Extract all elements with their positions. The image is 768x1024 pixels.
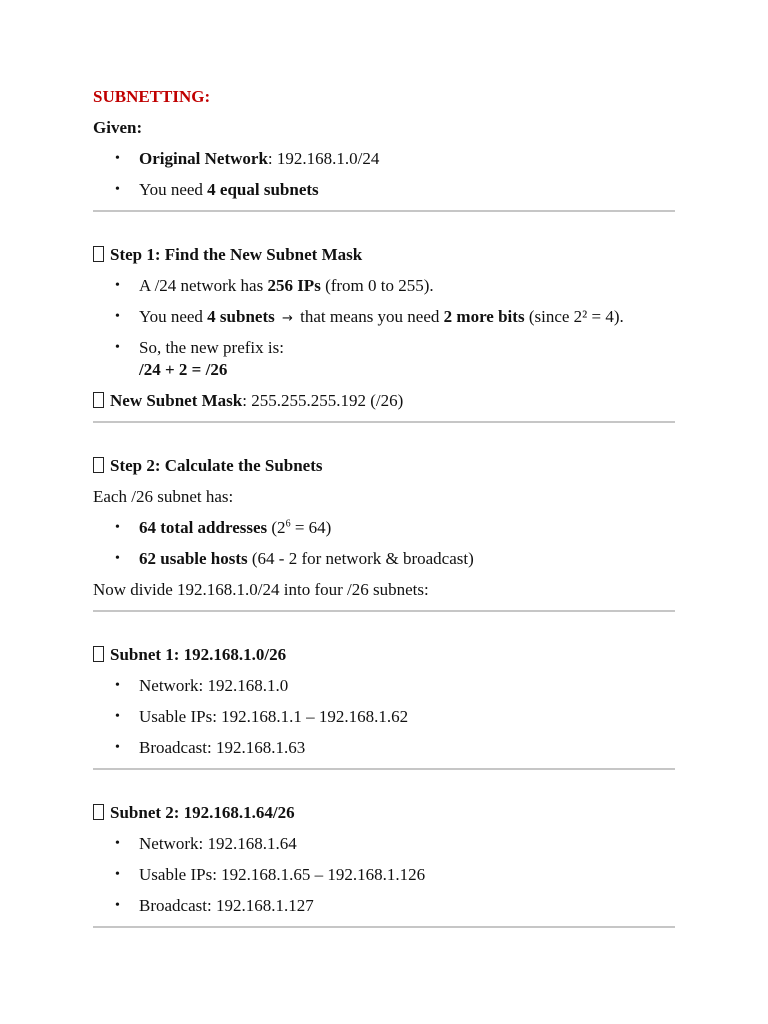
- list-item: • Network: 192.168.1.64: [93, 833, 675, 864]
- divider: [93, 610, 675, 616]
- step1-item3-line2: /24 + 2 = /26: [139, 360, 228, 379]
- step1-heading-text: Step 1: Find the New Subnet Mask: [110, 245, 363, 264]
- list-item: [93, 148, 675, 179]
- mask-label: New Subnet Mask: [110, 391, 243, 410]
- original-network-value: : 192.168.1.0/24: [267, 149, 380, 168]
- step2-item1-bold: 64 total addresses: [139, 518, 268, 537]
- step1-item2-post: (since 2² = 4).: [524, 307, 624, 326]
- list-item: • Broadcast: 192.168.1.63: [93, 737, 675, 768]
- list-item: • Broadcast: 192.168.1.127: [93, 895, 675, 926]
- new-subnet-mask: [93, 390, 675, 421]
- given-list: [93, 148, 675, 210]
- step1-item2-pre: You need: [139, 307, 208, 326]
- list-item: [93, 179, 675, 210]
- step1-item3-line1: • So, the new prefix is:: [139, 338, 284, 357]
- list-item: • Network: 192.168.1.0: [93, 675, 675, 706]
- box-icon: [93, 646, 104, 662]
- document-body: [93, 86, 675, 932]
- step1-item1-pre: A /24 network has: [139, 276, 268, 295]
- step1-item2-bold2: 2 more bits: [443, 307, 525, 326]
- box-icon: [93, 804, 104, 820]
- step1-heading: [93, 244, 675, 275]
- step2-heading-text: Step 2: Calculate the Subnets: [110, 456, 323, 475]
- document-title: SUBNETTING:: [93, 87, 211, 106]
- list-item: • Usable IPs: 192.168.1.65 – 192.168.1.126: [93, 864, 675, 895]
- step1-item2-bold1: 4 subnets: [207, 307, 275, 326]
- step2-item2-bold: 62 usable hosts: [139, 549, 248, 568]
- step2-list: [93, 517, 675, 579]
- subnet2-heading: [93, 802, 675, 833]
- step2-item1-post: = 64): [290, 518, 332, 537]
- step1-item1-post: (from 0 to 255).: [320, 276, 434, 295]
- divider: [93, 926, 675, 932]
- step2-outro: Now divide 192.168.1.0/24 into four /26 subnets:: [93, 580, 429, 599]
- list-item: [93, 337, 675, 390]
- box-icon: [93, 457, 104, 473]
- list-item: [93, 548, 675, 579]
- step1-item1-bold: 256 IPs: [267, 276, 321, 295]
- divider: [93, 768, 675, 774]
- subnet2-list: [93, 833, 675, 926]
- subnet1-list: [93, 675, 675, 768]
- step1-item2-mid: that means you need: [295, 307, 444, 326]
- right-arrow-icon: →: [281, 311, 293, 326]
- list-item: [93, 517, 675, 548]
- list-item: • Usable IPs: 192.168.1.1 – 192.168.1.62: [93, 706, 675, 737]
- step2-item1-sup: 6: [285, 518, 291, 530]
- step1-list: [93, 275, 675, 390]
- subnet2-heading-text: Subnet 2: 192.168.1.64/26: [110, 803, 295, 822]
- mask-value: : 255.255.255.192 (/26): [242, 391, 404, 410]
- step2-heading: [93, 455, 675, 486]
- step2-item2-post: (64 - 2 for network & broadcast): [247, 549, 474, 568]
- step2-intro: Each /26 subnet has:: [93, 487, 234, 506]
- equal-subnets-bold: 4 equal subnets: [207, 180, 319, 199]
- subnet1-heading-text: Subnet 1: 192.168.1.0/26: [110, 645, 287, 664]
- given-label: Given:: [93, 118, 143, 137]
- original-network-label: Original Network: [139, 149, 268, 168]
- subnet1-heading: [93, 644, 675, 675]
- list-item: [93, 275, 675, 306]
- divider: [93, 421, 675, 427]
- list-item: [93, 306, 675, 337]
- equal-subnets-pre: You need: [139, 180, 208, 199]
- box-icon: [93, 392, 104, 408]
- divider: [93, 210, 675, 216]
- box-icon: [93, 246, 104, 262]
- step2-item1-pre: (2: [267, 518, 286, 537]
